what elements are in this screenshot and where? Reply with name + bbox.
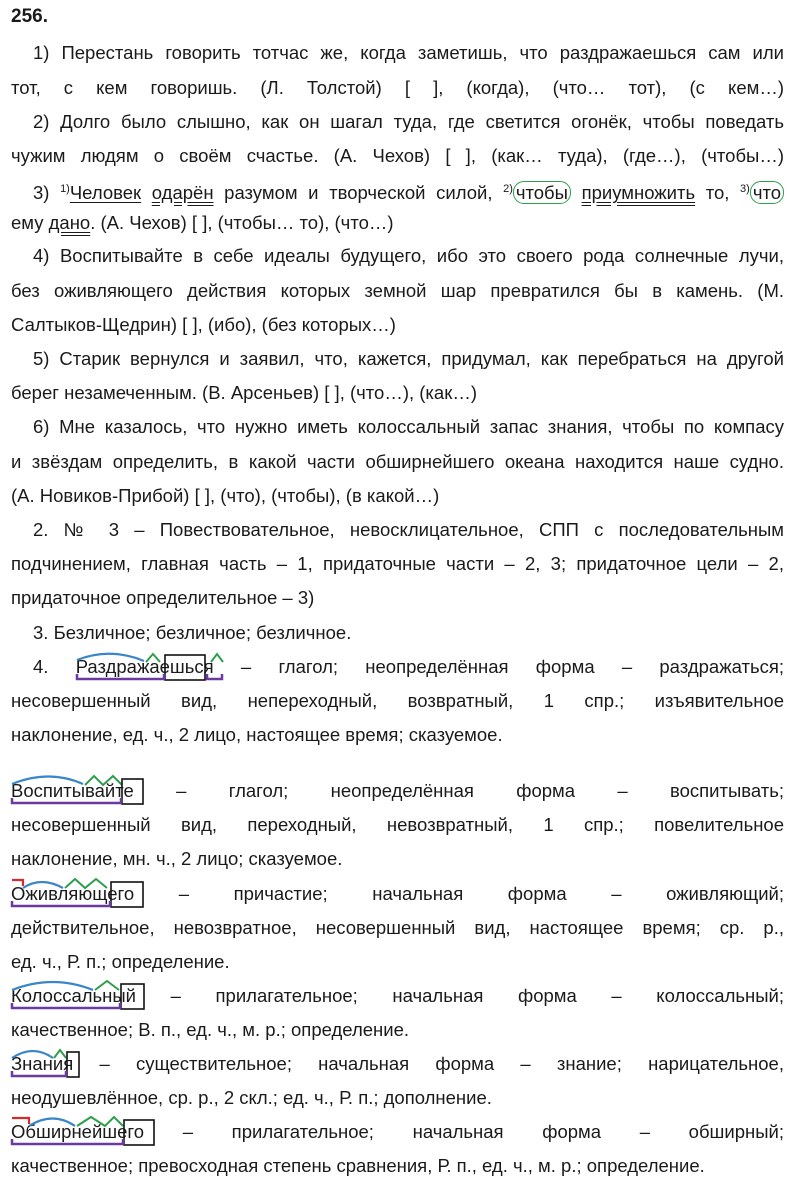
morpheme-word-6 <box>11 1121 144 1143</box>
word-analysis-5-line-2: неодушевлённое, ср. р., 2 скл.; ед. ч., Р. п.; дополнение. <box>11 1087 492 1108</box>
sentence-2-line-2: чужим людям о своём счастье. (А. Чехов) [ ], (как… туда), (где…), (чтобы…) <box>11 145 784 166</box>
ending-box <box>121 984 144 1009</box>
morpheme-marks-1 <box>76 656 226 688</box>
word-analysis-4-line-2: качественное; В. п., ед. ч., м. р.; определение. <box>11 1019 410 1040</box>
suffix-caret <box>95 981 119 990</box>
ending-box <box>111 882 143 907</box>
subject-word: Человек <box>69 182 142 204</box>
stem-bracket <box>12 798 121 803</box>
word-analysis-1-line-2: несовершенный вид, непереходный, возвратный, 1 спр.; изъявительное <box>11 690 784 711</box>
sentence-1-line-2: тот, с кем говоришь. (Л. Толстой) [ ], (когда), (что… тот), (с кем…) <box>11 77 784 98</box>
sentence-1-line-1: 1) Перестань говорить тотчас же, когда заметишь, что раздражаешься сам или <box>33 42 784 63</box>
ending-box <box>124 1120 154 1145</box>
clause-mark-2: 2) <box>503 183 513 195</box>
morpheme-marks-2 <box>11 780 151 812</box>
word-3: Оживляющего <box>11 883 135 904</box>
task-2-line-1: 2. № 3 – Повествовательное, невосклицательное, СПП с последовательным <box>33 519 784 540</box>
predicate-word-3: дано <box>48 212 91 233</box>
word-analysis-6-line-2: качественное; превосходная степень сравнения, Р. п., ед. ч., м. р.; определение. <box>11 1155 705 1176</box>
word-2-description: – глагол; неопределённая форма – воспитывать; <box>133 780 784 801</box>
root-arc <box>23 882 63 888</box>
morpheme-word-5 <box>11 1053 73 1075</box>
root-arc <box>29 1119 75 1127</box>
morpheme-marks-5 <box>11 1053 91 1085</box>
suffix-caret <box>146 654 160 662</box>
morpheme-word-2 <box>11 780 134 802</box>
suffix-caret <box>85 776 122 785</box>
sentence-3-text-3: ему <box>11 212 49 233</box>
word-analysis-3-line-2: действительное, невозвратное, несовершенный вид, настоящее время; ср. р., <box>11 917 784 938</box>
suffix-caret <box>65 879 107 888</box>
sentence-4-line-1: 4) Воспитывайте в себе идеалы будущего, ибо это своего рода солнечные лучи, <box>33 245 784 266</box>
stem-bracket <box>12 901 110 906</box>
word-1: Раздражаешься <box>75 656 214 677</box>
word-3-description: – причастие; начальная форма – оживляющий; <box>134 883 784 904</box>
ending-box <box>165 655 205 680</box>
sentence-3-line-2 <box>11 212 784 234</box>
sentence-4-line-3: Салтыков-Щедрин) [ ], (ибо), (без которых…) <box>11 314 396 335</box>
sentence-2-line-1: 2) Долго было слышно, как он шагал туда, где светится огонёк, чтобы поведать <box>33 111 784 132</box>
suffix-caret-2 <box>211 654 223 662</box>
clause-mark-1: 1) <box>60 183 70 195</box>
word-6: Обширнейшего <box>11 1121 145 1142</box>
prefix-mark <box>12 880 23 886</box>
morpheme-marks-4 <box>11 985 151 1017</box>
suffix-caret <box>77 1117 123 1126</box>
word-analysis-1-line-1 <box>33 656 784 678</box>
sentence-3-line-1 <box>33 178 784 204</box>
prefix-mark <box>12 1118 29 1124</box>
stem-bracket <box>77 674 164 679</box>
task-2-line-3: придаточное определительное – 3) <box>11 587 315 608</box>
ending-box <box>67 1052 79 1077</box>
predicate-word: одарён <box>151 182 214 204</box>
clause-mark-3: 3) <box>740 183 750 195</box>
word-analysis-6-line-1 <box>11 1121 784 1143</box>
sentence-3-text: разумом и творческой силой, <box>213 182 504 204</box>
word-analysis-2-line-2: несовершенный вид, переходный, невозвратный, 1 спр.; повелительное <box>11 814 784 835</box>
morpheme-word-3 <box>11 883 134 905</box>
word-analysis-2-line-3: наклонение, мн. ч., 2 лицо; сказуемое. <box>11 848 343 869</box>
word-4-description: – прилагательное; начальная форма – колоссальный; <box>136 985 784 1006</box>
task-4-number: 4. <box>33 656 76 677</box>
predicate-word-2: приумножить <box>581 182 696 204</box>
word-analysis-3-line-1 <box>11 883 784 905</box>
morpheme-marks-6 <box>11 1121 161 1153</box>
stem-bracket <box>12 1003 120 1008</box>
conjunctive-word-circled: что <box>750 181 784 204</box>
sentence-5-line-2: берег незамеченным. (В. Арсеньев) [ ], (что…), (как…) <box>11 382 477 403</box>
sentence-4-line-2: без оживляющего действия которых земной шар превратился бы в камень. (М. <box>11 280 784 301</box>
word-1-description: – глагол; неопределённая форма – раздражаться; <box>213 656 784 677</box>
sentence-3-number: 3) <box>33 182 61 204</box>
word-5: Знания <box>11 1053 74 1074</box>
stem-bracket <box>12 1071 66 1076</box>
word-analysis-2-line-1 <box>11 780 784 802</box>
sentence-3-text-4: . (А. Чехов) [ ], (чтобы… то), (что…) <box>90 212 394 233</box>
exercise-number: 256. <box>11 6 48 27</box>
root-arc <box>12 1051 53 1058</box>
root-arc <box>12 982 93 990</box>
sentence-6-line-1: 6) Мне казалось, что нужно иметь колоссальный запас знания, чтобы по компасу <box>33 416 784 437</box>
root-arc <box>12 777 83 785</box>
sentence-6-line-3: (А. Новиков-Прибой) [ ], (что), (чтобы), (в какой…) <box>11 485 440 506</box>
word-6-description: – прилагательное; начальная форма – обширный; <box>144 1121 784 1142</box>
root-arc <box>77 654 144 661</box>
word-4: Колоссальный <box>11 985 137 1006</box>
ending-box <box>122 779 143 804</box>
task-3: 3. Безличное; безличное; безличное. <box>33 622 352 643</box>
word-analysis-5-line-1 <box>11 1053 784 1075</box>
sentence-3-text-2: то, <box>695 182 741 204</box>
word-analysis-3-line-3: ед. ч., Р. п.; определение. <box>11 951 230 972</box>
suffix-caret <box>54 1050 66 1058</box>
sentence-5-line-1: 5) Старик вернулся и заявил, что, кажется, придумал, как перебраться на другой <box>33 348 784 369</box>
conjunction-circled: чтобы <box>513 181 571 204</box>
word-5-description: – существительное; начальная форма – знание; нарицательное, <box>73 1053 784 1074</box>
postfix-bracket <box>207 674 222 679</box>
word-analysis-4-line-1 <box>11 985 784 1007</box>
task-2-line-2: подчинением, главная часть – 1, придаточные части – 2, 3; придаточное цели – 2, <box>11 553 784 574</box>
sentence-6-line-2: и звёздам определить, в какой части обширнейшего океана находится наше судно. <box>11 451 784 472</box>
word-analysis-1-line-3: наклонение, ед. ч., 2 лицо, настоящее время; сказуемое. <box>11 724 503 745</box>
word-2: Воспитывайте <box>11 780 134 801</box>
morpheme-word-1 <box>76 656 214 678</box>
morpheme-word-4 <box>11 985 136 1007</box>
morpheme-marks-3 <box>11 883 151 915</box>
stem-bracket <box>12 1139 123 1144</box>
